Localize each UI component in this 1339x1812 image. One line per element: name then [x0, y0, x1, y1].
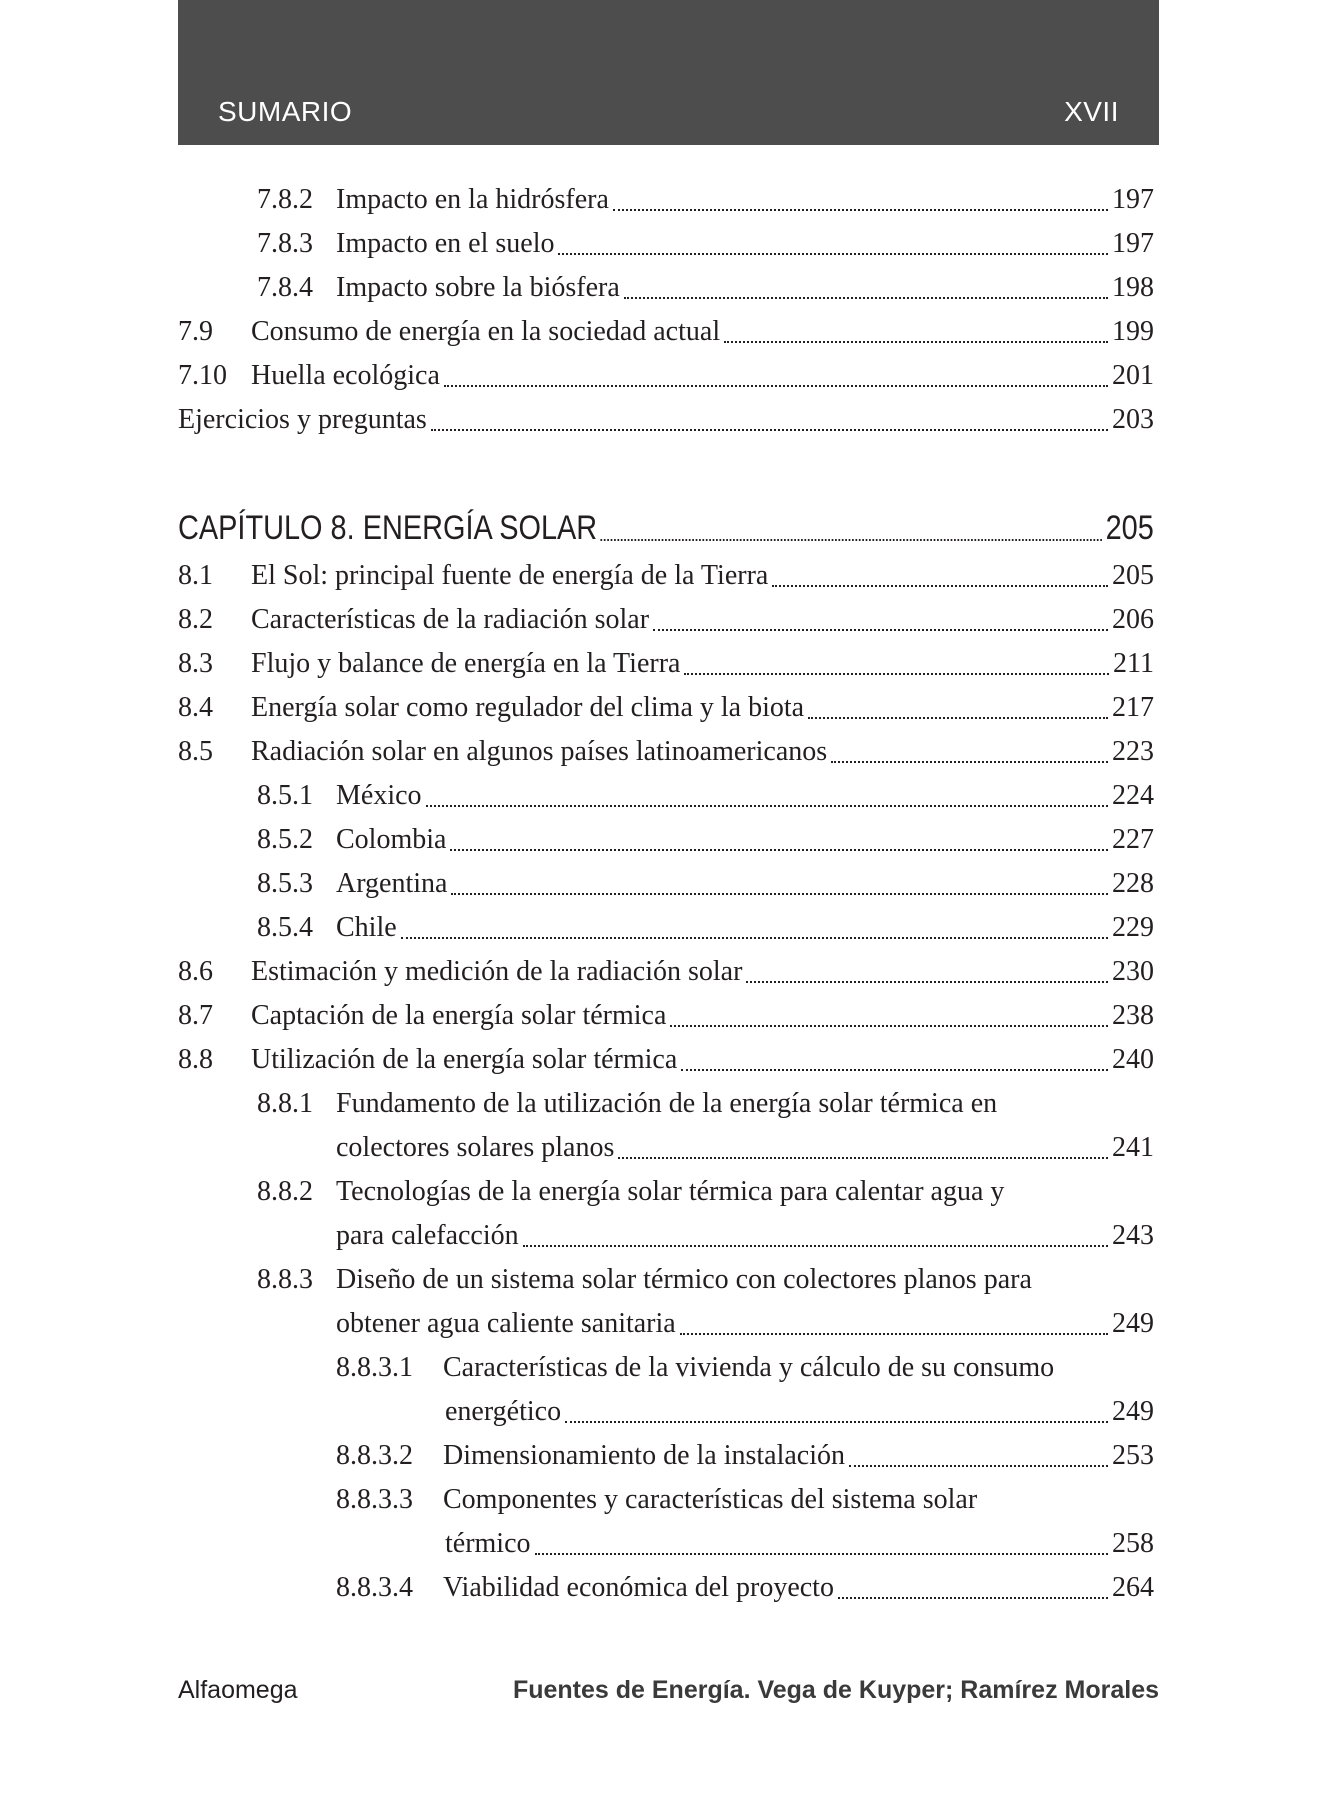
toc-entry[interactable]: Características de la radiación solar 206	[251, 604, 1154, 635]
toc-entry[interactable]: Huella ecológica 201	[251, 360, 1154, 391]
toc-title-line[interactable]: Tecnologías de la energía solar térmica para calentar agua y	[336, 1176, 1005, 1207]
toc-entry-exercises[interactable]: Ejercicios y preguntas 203	[178, 404, 1154, 435]
toc-entry[interactable]: Captación de la energía solar térmica 238	[251, 1000, 1154, 1031]
toc-number: 8.3	[178, 648, 213, 679]
toc-number: 8.5.2	[257, 824, 313, 855]
toc-entry[interactable]: Consumo de energía en la sociedad actual 199	[251, 316, 1154, 347]
footer-book-title: Fuentes de Energía. Vega de Kuyper; Ramírez Morales	[512, 1676, 1159, 1704]
toc-entry[interactable]: Viabilidad económica del proyecto 264	[443, 1572, 1154, 1603]
toc-number: 8.7	[178, 1000, 213, 1031]
toc-number: 8.5	[178, 736, 213, 767]
toc-title-line[interactable]: Diseño de un sistema solar térmico con colectores planos para	[336, 1264, 1032, 1295]
toc-number: 8.8.3.3	[336, 1484, 413, 1515]
toc-number: 8.1	[178, 560, 213, 591]
toc-number: 8.8.2	[257, 1176, 313, 1207]
toc-number: 8.8	[178, 1044, 213, 1075]
toc-number: 8.8.3.4	[336, 1572, 413, 1603]
toc-entry[interactable]: Utilización de la energía solar térmica 240	[251, 1044, 1154, 1075]
toc-entry[interactable]: Dimensionamiento de la instalación 253	[443, 1440, 1154, 1471]
toc-number: 8.2	[178, 604, 213, 635]
header-page-number: XVII	[1064, 96, 1119, 127]
toc-entry[interactable]: obtener agua caliente sanitaria 249	[336, 1308, 1154, 1339]
toc-number: 8.8.1	[257, 1088, 313, 1119]
toc-entry[interactable]: para calefacción 243	[336, 1220, 1154, 1251]
toc-title-line[interactable]: Fundamento de la utilización de la energía solar térmica en	[336, 1088, 998, 1119]
toc-entry[interactable]: Colombia 227	[336, 824, 1154, 855]
toc-number: 8.4	[178, 692, 213, 723]
toc-entry[interactable]: Impacto en la hidrósfera 197	[336, 184, 1154, 215]
page-header	[178, 0, 1159, 145]
toc-number: 8.6	[178, 956, 213, 987]
chapter-heading[interactable]: CAPÍTULO 8. ENERGÍA SOLAR 205	[178, 509, 1154, 547]
toc-number: 8.5.4	[257, 912, 313, 943]
toc-number: 8.8.3	[257, 1264, 313, 1295]
toc-number: 8.8.3.2	[336, 1440, 413, 1471]
toc-entry[interactable]: Radiación solar en algunos países latinoamericanos 223	[251, 736, 1154, 767]
toc-entry[interactable]: Impacto en el suelo 197	[336, 228, 1154, 259]
toc-entry[interactable]: El Sol: principal fuente de energía de la Tierra 205	[251, 560, 1154, 591]
toc-entry[interactable]: Flujo y balance de energía en la Tierra 211	[251, 648, 1154, 679]
toc-number: 8.8.3.1	[336, 1352, 413, 1383]
toc-number: 7.8.3	[257, 228, 313, 259]
header-section: SUMARIO	[218, 96, 353, 127]
toc-title-line[interactable]: Componentes y características del sistema solar	[443, 1484, 978, 1515]
toc-number: 7.10	[178, 360, 227, 391]
toc-entry[interactable]: Chile 229	[336, 912, 1154, 943]
toc-entry[interactable]: Estimación y medición de la radiación solar 230	[251, 956, 1154, 987]
toc-entry[interactable]: colectores solares planos 241	[336, 1132, 1154, 1163]
toc-number: 7.8.2	[257, 184, 313, 215]
toc-entry[interactable]: Energía solar como regulador del clima y la biota 217	[251, 692, 1154, 723]
toc-number: 8.5.1	[257, 780, 313, 811]
toc-number: 7.8.4	[257, 272, 313, 303]
toc-number: 7.9	[178, 316, 213, 347]
toc-entry[interactable]: Impacto sobre la biósfera 198	[336, 272, 1154, 303]
toc-entry[interactable]: térmico 258	[445, 1528, 1154, 1559]
toc-title-line[interactable]: Características de la vivienda y cálculo de su consumo	[443, 1352, 1055, 1383]
toc-number: 8.5.3	[257, 868, 313, 899]
toc-entry[interactable]: Argentina 228	[336, 868, 1154, 899]
toc-entry[interactable]: México 224	[336, 780, 1154, 811]
footer-publisher: Alfaomega	[178, 1676, 298, 1704]
toc-entry[interactable]: energético 249	[445, 1396, 1154, 1427]
